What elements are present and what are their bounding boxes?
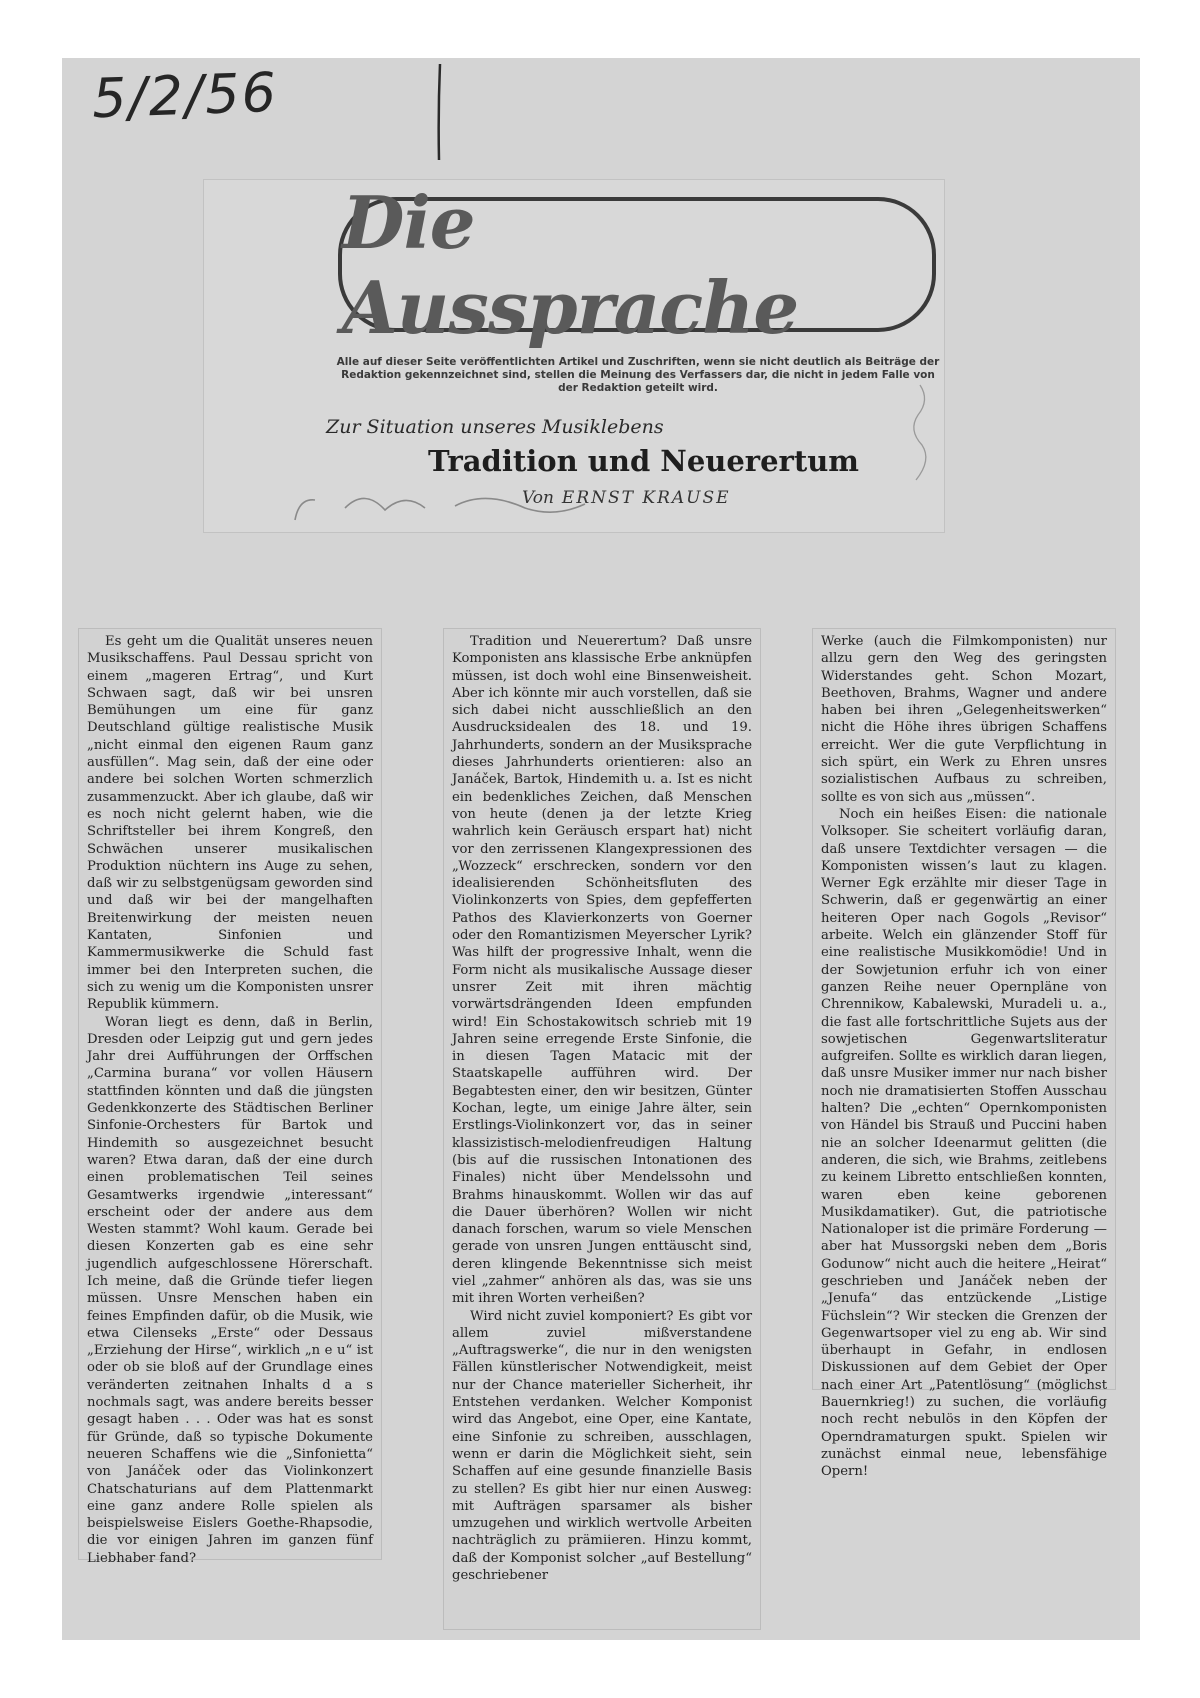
article-overtitle: Zur Situation unseres Musiklebens <box>326 416 664 438</box>
paragraph: Noch ein heißes Eisen: die nationale Volksoper. Sie scheitert vorläufig daran, daß unsere Textdichter versagen — die Komponisten wissen’s laut zu klagen. Werner Egk erzählte mir dieser Tage in Schwerin, daß er gegenwärtig an einer heiteren Oper nach Gogols „Revisor“ arbeite. Welch ein glänzender Stoff für eine realistische Musikkomödie! Und in der Sowjetunion erfuhr ich von einer ganzen Reihe neuer Opernpläne von Chrennikow, Kabalewski, Muradeli u. a., die fast alle fortschrittliche Sujets aus der sowjetischen Gegenwartsliteratur aufgreifen. Sollte es wirklich daran liegen, daß unsre Musiker immer nur nach bisher noch nie dramatisierten Stoffen Ausschau halten? Die „echten“ Opernkomponisten von Händel bis Strauß und Puccini haben nie an solcher Ideenarmut gelitten (die anderen, die sich, wie Brahms, zeitlebens zu keinem Libretto entschließen konnten, waren eben keine geborenen Musikdamatiker). Gut, die patriotische Nationaloper ist die primäre Forderung — aber hat Mussorgski neben dem „Boris Godunow“ nicht auch die heitere „Heirat“ geschrieben und Janáček neben der „Jenufa“ das entzückende „Listige Füchslein“? Wir stecken die Grenzen der Gegenwartsoper viel zu eng ab. Wir sind überhaupt in Gefahr, in endlosen Diskussionen auf dem Gebiet der Oper nach einer Art „Patentlösung“ (möglichst Bauernkrieg!) zu suchen, die vorläufig noch recht nebulös in den Köpfen der Operndramaturgen spukt. Spielen wir zunächst einmal neue, lebensfähige Opern! <box>821 806 1107 1480</box>
paragraph: Wird nicht zuviel komponiert? Es gibt vor allem zuviel mißverstandene „Auftragswerke“, die nur in den wenigsten Fällen künstlerischer Notwendigkeit, meist nur der Chance materieller Sicherheit, ihr Entstehen verdanken. Welcher Komponist wird das Angebot, eine Oper, eine Kantate, eine Sinfonie zu schreiben, ausschlagen, wenn er darin die Möglichkeit sieht, sein Schaffen auf eine gesunde finanzielle Basis zu stellen? Es gibt hier nur einen Ausweg: mit Aufträgen sparsamer als bisher umzugehen und wirklich wertvolle Arbeiten nachträglich zu prämiieren. Hinzu kommt, daß der Komponist solcher „auf Bestellung“ geschriebener <box>452 1308 752 1584</box>
article-column-1 <box>78 628 382 1566</box>
paragraph: Werke (auch die Filmkomponisten) nur allzu gern den Weg des geringsten Widerstandes geht. Schon Mozart, Beethoven, Brahms, Wagner und andere haben bei ihren „Gelegenheitswerken“ nicht die Höhe ihres übrigen Schaffens erreicht. Wer die gute Verpflichtung in sich spürt, ein Werk zu Ehren unsres sozialistischen Aufbaus zu schreiben, sollte es von sich aus „müssen“. <box>821 634 1107 805</box>
article-column-3 <box>812 628 1116 1480</box>
paragraph: Es geht um die Qualität unseres neuen Musikschaffens. Paul Dessau spricht von einem „mageren Ertrag“, und Kurt Schwaen sagt, daß wir bei unsren Bemühungen um eine für ganz Deutschland gültige realistische Musik „nicht einmal den eigenen Raum ganz ausfüllen“. Mag sein, daß der eine oder andere bei solchen Worten schmerzlich zusammenzuckt. Aber ich glaube, daß wir es noch nicht gelernt haben, wie die Schriftsteller bei ihrem Kongreß, den Schwächen unserer musikalischen Produktion nüchtern ins Auge zu sehen, daß wir zu selbstgenügsam geworden sind und daß wir bei der mangelhaften Breitenwirkung der meisten neuen Kantaten, Sinfonien und Kammermusikwerke die Schuld fast immer bei den Interpreten suchen, die sich zu wenig um die Komponisten unsrer Republik kümmern. <box>87 634 373 1013</box>
pen-stroke <box>436 62 442 162</box>
paragraph: Tradition und Neuerertum? Daß unsre Komponisten ans klassische Erbe anknüpfen müssen, ist doch wohl eine Binsenweisheit. Aber ich könnte mir auch vorstellen, daß sie sich dabei nicht ausschließlich an den Ausdrucksidealen des 18. und 19. Jahrhunderts, sondern an der Musiksprache dieses Jahrhunderts orientieren: also an Janáček, Bartok, Hindemith u. a. Ist es nicht ein bedenkliches Zeichen, daß Menschen von heute (denen ja der letzte Krieg wahrlich kein Geräusch erspart hat) nicht vor den zerrissenen Klangexpressionen des „Wozzeck“ erschrecken, sondern vor den idealisierenden Schönheitsfluten des Violinkonzerts von Spies, dem gepfefferten Pathos des Klavierkonzerts von Goerner oder den Romantizismen Meyerscher Lyrik? Was hilft der progressive Inhalt, wenn die Form nicht als musikalische Aussage dieser unsrer Zeit mit ihren mächtig vorwärtsdrängenden Ideen empfunden wird! Ein Schostakowitsch schrieb mit 19 Jahren seine erregende Erste Sinfonie, die in diesen Tagen Matacic mit der Staatskapelle aufführen wird. Der Begabtesten einer, den wir besitzen, Günter Kochan, legte, um einige Jahre älter, sein Erstlings-Violinkonzert vor, das in seiner klassizistisch-melodienfreudigen Haltung (bis auf die russischen Intonationen des Finales) nicht über Mendelssohn und Brahms hinauskommt. Wollen wir das auf die Dauer überhören? Wollen wir nicht danach forschen, warum so viele Menschen gerade von unsren Jungen enttäuscht sind, deren klingende Bekenntnisse sich meist viel „zahmer“ anhören als das, was sie uns mit ihren Worten verheißen? <box>452 634 752 1307</box>
paragraph: Woran liegt es denn, daß in Berlin, Dresden oder Leipzig gut und gern jedes Jahr drei Aufführungen der Orffschen „Carmina burana“ vor vollen Häusern stattfinden könnten und daß die jüngsten Gedenkkonzerte des Städtischen Berliner Sinfonie-Orchesters für Bartok und Hindemith so ausgezeichnet besucht waren? Etwa daran, daß der eine durch einen problematischen Teil seines Gesamtwerks irgendwie „interessant“ erscheint oder der andere aus dem Westen stammt? Wohl kaum. Gerade bei diesen Konzerten gab es eine sehr jugendlich aufgeschlossene Hörerschaft. Ich meine, daß die Gründe tiefer liegen müssen. Unsre Menschen haben ein feines Empfinden dafür, ob die Musik, wie etwa Cilenseks „Erste“ oder Dessaus „Erziehung der Hirse“, wirklich „n e u“ ist oder ob sie bloß auf der Grundlage eines veränderten zeitnahen Inhalts d a s nochmals sagt, was andere bereits besser gesagt haben . . . Oder was hat es sonst für Gründe, daß so typische Dokumente neueren Schaffens wie die „Sinfonietta“ von Janáček oder das Violinkonzert Chatschaturians auf dem Plattenmarkt eine ganz andere Rolle spielen als beispielsweise Eislers Goethe-Rhapsodie, die vor einigen Jahren im ganzen fünf Liebhaber fand? <box>87 1014 373 1566</box>
article-title: Tradition und Neuerertum <box>428 444 859 478</box>
pencil-margin-note <box>900 380 940 490</box>
pencil-scribble <box>285 478 615 528</box>
masthead-title: Die Aussprache <box>342 179 799 350</box>
byline-author: ERNST KRAUSE <box>561 488 731 508</box>
byline-prefix: Von <box>522 488 554 508</box>
masthead-frame <box>338 179 936 350</box>
editorial-disclaimer: Alle auf dieser Seite veröffentlichten Artikel und Zuschriften, wenn sie nicht deutlich als Beiträge der Redaktion gekennzeichnet sind, stellen die Meinung des Verfassers dar, die nicht in jedem Falle von der Redaktion geteilt wird. <box>336 356 940 394</box>
handwritten-date: 5/2/56 <box>90 60 279 131</box>
article-column-2 <box>443 628 761 1630</box>
